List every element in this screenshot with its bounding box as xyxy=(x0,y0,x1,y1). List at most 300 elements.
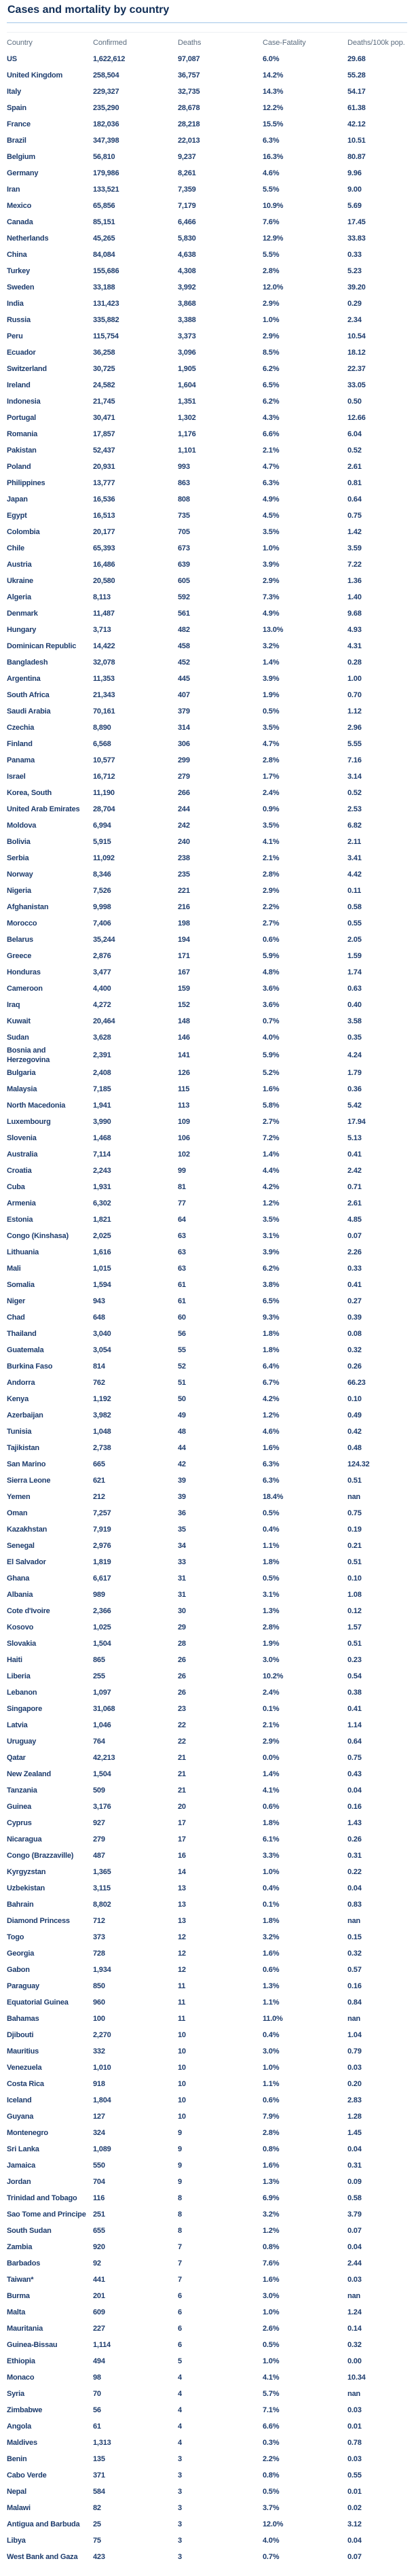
cell-deaths-per-100k: 1.12 xyxy=(347,707,362,716)
cell-country: Tajikistan xyxy=(7,1443,39,1452)
cell-deaths: 21 xyxy=(178,1753,186,1762)
cell-confirmed: 704 xyxy=(93,2177,105,2186)
cell-confirmed: 235,290 xyxy=(93,104,119,113)
table-row xyxy=(7,2484,407,2501)
cell-deaths: 50 xyxy=(178,1394,186,1403)
cell-country: Benin xyxy=(7,2454,27,2463)
cell-confirmed: 1,015 xyxy=(93,1264,111,1273)
cell-country: United Arab Emirates xyxy=(7,805,80,814)
cell-deaths: 3 xyxy=(178,2471,182,2480)
table-row xyxy=(7,215,407,231)
cell-case-fatality: 7.3% xyxy=(263,593,280,602)
cell-deaths: 17 xyxy=(178,1818,186,1827)
cell-country: Denmark xyxy=(7,610,38,618)
cell-confirmed: 2,408 xyxy=(93,1068,111,1077)
table-row xyxy=(7,1310,407,1326)
table-row xyxy=(7,2501,407,2517)
cell-confirmed: 6,302 xyxy=(93,1199,111,1207)
table-row xyxy=(7,1489,407,1506)
cell-deaths-per-100k: 0.02 xyxy=(347,2503,362,2512)
cell-case-fatality: 1.4% xyxy=(263,1769,280,1778)
cell-country: Venezuela xyxy=(7,2063,42,2072)
cell-case-fatality: 1.3% xyxy=(263,1606,280,1615)
table-row xyxy=(7,1082,407,1098)
cell-deaths: 458 xyxy=(178,642,190,651)
cell-case-fatality: 1.4% xyxy=(263,658,280,667)
cell-country: Canada xyxy=(7,218,33,227)
cell-country: Tanzania xyxy=(7,1786,37,1795)
cell-case-fatality: 0.1% xyxy=(263,1900,280,1909)
table-row xyxy=(7,541,407,557)
cell-country: Cabo Verde xyxy=(7,2471,47,2480)
cell-deaths: 159 xyxy=(178,985,190,993)
cell-country: Croatia xyxy=(7,1166,32,1175)
cell-deaths-per-100k: nan xyxy=(347,2014,360,2023)
cell-country: Mexico xyxy=(7,202,32,211)
cell-deaths: 115 xyxy=(178,1084,190,1093)
table-row xyxy=(7,1783,407,1799)
cell-case-fatality: 15.5% xyxy=(263,120,284,129)
table-row xyxy=(7,1995,407,2011)
cell-deaths-per-100k: 1.28 xyxy=(347,2112,362,2121)
cell-country: Pakistan xyxy=(7,446,37,455)
cell-confirmed: 6,617 xyxy=(93,1574,111,1583)
table-row xyxy=(7,280,407,296)
cell-deaths-per-100k: 54.17 xyxy=(347,88,366,96)
table-row xyxy=(7,2256,407,2272)
table-row xyxy=(7,1587,407,1604)
cell-country: Nepal xyxy=(7,2487,26,2496)
cell-deaths: 4,638 xyxy=(178,251,196,260)
cell-deaths: 77 xyxy=(178,1199,186,1207)
table-row xyxy=(7,410,407,427)
cell-deaths: 7,359 xyxy=(178,186,196,194)
cell-confirmed: 16,536 xyxy=(93,495,115,504)
cell-confirmed: 927 xyxy=(93,1818,105,1827)
cell-country: Cameroon xyxy=(7,985,43,993)
table-row xyxy=(7,1962,407,1979)
cell-deaths-per-100k: 2.53 xyxy=(347,805,362,814)
cell-confirmed: 441 xyxy=(93,2275,105,2284)
cell-deaths: 28,218 xyxy=(178,120,200,129)
cell-deaths-per-100k: 0.10 xyxy=(347,1394,362,1403)
cell-confirmed: 1,097 xyxy=(93,1688,111,1697)
cell-country: Syria xyxy=(7,2389,24,2398)
table-row xyxy=(7,704,407,720)
cell-country: Germany xyxy=(7,169,39,178)
cell-deaths-per-100k: 4.24 xyxy=(347,1051,362,1059)
table-row xyxy=(7,949,407,965)
cell-deaths: 81 xyxy=(178,1182,186,1191)
cell-deaths-per-100k: 0.39 xyxy=(347,1313,362,1322)
cell-deaths: 36 xyxy=(178,1508,186,1517)
cell-case-fatality: 3.5% xyxy=(263,822,280,830)
cell-deaths: 97,087 xyxy=(178,55,200,64)
cell-confirmed: 131,423 xyxy=(93,300,119,308)
cell-case-fatality: 0.9% xyxy=(263,805,280,814)
cell-country: Malaysia xyxy=(7,1084,37,1093)
cell-case-fatality: 8.5% xyxy=(263,349,280,357)
cell-case-fatality: 1.8% xyxy=(263,1345,280,1354)
cell-deaths-per-100k: 0.42 xyxy=(347,1427,362,1436)
cell-country: Lithuania xyxy=(7,1248,39,1256)
cell-deaths: 8,261 xyxy=(178,169,196,178)
cell-case-fatality: 3.9% xyxy=(263,1248,280,1256)
cell-case-fatality: 10.2% xyxy=(263,1672,284,1680)
cell-deaths-per-100k: 10.51 xyxy=(347,137,366,145)
cell-deaths-per-100k: 10.54 xyxy=(347,332,366,341)
cell-deaths-per-100k: 0.40 xyxy=(347,1001,362,1010)
cell-deaths: 4 xyxy=(178,2405,182,2414)
table-row xyxy=(7,1734,407,1750)
cell-country: Jordan xyxy=(7,2177,31,2186)
cell-case-fatality: 7.9% xyxy=(263,2112,280,2121)
column-header-country: Country xyxy=(7,39,33,47)
cell-confirmed: 36,258 xyxy=(93,349,115,357)
table-row xyxy=(7,166,407,182)
cell-deaths: 141 xyxy=(178,1051,190,1059)
table-row xyxy=(7,2305,407,2321)
cell-deaths: 6 xyxy=(178,2340,182,2349)
cell-case-fatality: 3.6% xyxy=(263,1001,280,1010)
cell-case-fatality: 7.1% xyxy=(263,2405,280,2414)
cell-country: Costa Rica xyxy=(7,2079,44,2088)
cell-deaths: 28 xyxy=(178,1639,186,1648)
cell-deaths-per-100k: 0.23 xyxy=(347,1655,362,1664)
cell-confirmed: 712 xyxy=(93,1916,105,1925)
cell-country: Slovenia xyxy=(7,1133,37,1142)
cell-deaths-per-100k: 0.16 xyxy=(347,1802,362,1811)
table-row xyxy=(7,1147,407,1163)
cell-country: Cuba xyxy=(7,1182,25,1191)
cell-country: Ukraine xyxy=(7,577,33,586)
table-row xyxy=(7,84,407,101)
cell-confirmed: 212 xyxy=(93,1492,105,1501)
cell-case-fatality: 2.9% xyxy=(263,1737,280,1746)
cell-deaths: 21 xyxy=(178,1769,186,1778)
cell-deaths-per-100k: 0.03 xyxy=(347,2454,362,2463)
cell-case-fatality: 3.0% xyxy=(263,2291,280,2300)
cell-deaths: 22,013 xyxy=(178,137,200,145)
cell-deaths: 49 xyxy=(178,1411,186,1419)
cell-confirmed: 32,078 xyxy=(93,658,115,667)
cell-deaths-per-100k: 1.08 xyxy=(347,1590,362,1599)
table-row xyxy=(7,117,407,133)
table-row xyxy=(7,1196,407,1212)
table-row xyxy=(7,1506,407,1522)
cell-deaths-per-100k: 33.05 xyxy=(347,381,366,390)
cell-confirmed: 98 xyxy=(93,2373,101,2382)
cell-case-fatality: 5.7% xyxy=(263,2389,280,2398)
cell-deaths: 13 xyxy=(178,1916,186,1925)
table-row xyxy=(7,1424,407,1441)
cell-deaths-per-100k: nan xyxy=(347,2291,360,2300)
cell-deaths-per-100k: 1.43 xyxy=(347,1818,362,1827)
cell-case-fatality: 4.7% xyxy=(263,740,280,749)
table-row xyxy=(7,786,407,802)
cell-country: Malta xyxy=(7,2308,26,2316)
cell-confirmed: 1,313 xyxy=(93,2438,111,2447)
cell-deaths: 3 xyxy=(178,2487,182,2496)
cell-deaths-per-100k: 124.32 xyxy=(347,1460,370,1468)
table-row xyxy=(7,671,407,688)
table-row xyxy=(7,769,407,786)
cell-country: Iceland xyxy=(7,2096,32,2104)
cell-deaths-per-100k: 66.23 xyxy=(347,1378,366,1387)
cell-case-fatality: 3.7% xyxy=(263,2503,280,2512)
cell-case-fatality: 0.0% xyxy=(263,1753,280,1762)
cell-deaths: 221 xyxy=(178,887,190,896)
cell-country: France xyxy=(7,120,31,129)
cell-confirmed: 127 xyxy=(93,2112,105,2121)
cell-country: Sweden xyxy=(7,283,35,292)
cell-case-fatality: 0.8% xyxy=(263,2242,280,2251)
cell-deaths: 28,678 xyxy=(178,104,200,113)
cell-deaths: 10 xyxy=(178,2063,186,2072)
cell-case-fatality: 0.4% xyxy=(263,2030,280,2039)
cell-case-fatality: 6.6% xyxy=(263,430,280,439)
cell-country: Chile xyxy=(7,544,24,553)
table-row xyxy=(7,557,407,574)
cell-deaths: 8 xyxy=(178,2193,182,2202)
cell-case-fatality: 6.2% xyxy=(263,365,280,374)
cell-case-fatality: 1.0% xyxy=(263,2357,280,2365)
cell-confirmed: 24,582 xyxy=(93,381,115,390)
cell-confirmed: 487 xyxy=(93,1851,105,1860)
cell-deaths: 673 xyxy=(178,544,190,553)
cell-country: Bahamas xyxy=(7,2014,39,2023)
cell-deaths: 171 xyxy=(178,952,190,961)
cell-deaths-per-100k: 0.03 xyxy=(347,2275,362,2284)
cell-deaths: 1,101 xyxy=(178,446,196,455)
cell-deaths: 8 xyxy=(178,2210,182,2219)
table-row xyxy=(7,1604,407,1620)
cell-case-fatality: 1.3% xyxy=(263,2177,280,2186)
table-row xyxy=(7,2452,407,2468)
table-row xyxy=(7,2011,407,2028)
cell-deaths: 3 xyxy=(178,2552,182,2561)
cell-confirmed: 324 xyxy=(93,2128,105,2137)
table-row xyxy=(7,2337,407,2354)
cell-deaths-per-100k: 6.04 xyxy=(347,430,362,439)
cell-case-fatality: 6.3% xyxy=(263,1460,280,1468)
cell-confirmed: 3,040 xyxy=(93,1329,111,1338)
cell-deaths: 29 xyxy=(178,1623,186,1631)
cell-deaths-per-100k: 2.05 xyxy=(347,936,362,945)
cell-confirmed: 1,048 xyxy=(93,1427,111,1436)
cell-deaths-per-100k: 17.94 xyxy=(347,1117,366,1126)
cell-country: Zimbabwe xyxy=(7,2405,43,2414)
cell-confirmed: 3,628 xyxy=(93,1034,111,1042)
cell-case-fatality: 7.6% xyxy=(263,218,280,227)
cell-country: Djibouti xyxy=(7,2030,34,2039)
cell-deaths: 113 xyxy=(178,1101,190,1110)
cell-confirmed: 989 xyxy=(93,1590,105,1599)
table-row xyxy=(7,1620,407,1636)
cell-country: Ecuador xyxy=(7,349,36,357)
cell-deaths: 592 xyxy=(178,593,190,602)
cell-confirmed: 1,504 xyxy=(93,1639,111,1648)
cell-deaths: 482 xyxy=(178,626,190,635)
table-row xyxy=(7,1229,407,1245)
cell-deaths-per-100k: 0.27 xyxy=(347,1296,362,1305)
cell-deaths-per-100k: 0.00 xyxy=(347,2357,362,2365)
cell-deaths: 60 xyxy=(178,1313,186,1322)
cell-country: Belgium xyxy=(7,153,35,162)
cell-country: Kazakhstan xyxy=(7,1525,48,1534)
cell-case-fatality: 0.5% xyxy=(263,707,280,716)
cell-deaths: 51 xyxy=(178,1378,186,1387)
cell-case-fatality: 2.1% xyxy=(263,1721,280,1729)
cell-case-fatality: 1.1% xyxy=(263,1998,280,2007)
cell-country: Korea, South xyxy=(7,789,52,798)
cell-case-fatality: 1.9% xyxy=(263,1639,280,1648)
table-row xyxy=(7,2321,407,2337)
table-row xyxy=(7,2403,407,2419)
cell-confirmed: 609 xyxy=(93,2308,105,2316)
cell-deaths-per-100k: 4.85 xyxy=(347,1215,362,1224)
cell-country: Congo (Brazzaville) xyxy=(7,1851,74,1860)
cell-deaths-per-100k: 4.93 xyxy=(347,626,362,635)
cell-country: Egypt xyxy=(7,512,27,521)
cell-confirmed: 423 xyxy=(93,2552,105,2561)
cell-deaths: 808 xyxy=(178,495,190,504)
cell-country: Chad xyxy=(7,1313,25,1322)
cell-country: Armenia xyxy=(7,1199,36,1207)
cell-deaths: 21 xyxy=(178,1786,186,1795)
cell-case-fatality: 3.5% xyxy=(263,528,280,537)
cell-deaths: 4 xyxy=(178,2373,182,2382)
cell-deaths-per-100k: 0.07 xyxy=(347,1231,362,1240)
cell-confirmed: 1,616 xyxy=(93,1248,111,1256)
cell-deaths: 33 xyxy=(178,1557,186,1566)
table-row xyxy=(7,1930,407,1946)
cell-deaths: 1,905 xyxy=(178,365,196,374)
cell-country: Georgia xyxy=(7,1949,35,1958)
cell-case-fatality: 4.1% xyxy=(263,2373,280,2382)
table-row xyxy=(7,313,407,329)
table-row xyxy=(7,1277,407,1294)
cell-confirmed: 33,188 xyxy=(93,283,115,292)
cell-confirmed: 3,176 xyxy=(93,1802,111,1811)
cell-country: Nicaragua xyxy=(7,1835,42,1843)
cell-deaths: 4 xyxy=(178,2422,182,2431)
table-row xyxy=(7,2533,407,2549)
cell-case-fatality: 1.0% xyxy=(263,2308,280,2316)
cell-case-fatality: 6.5% xyxy=(263,381,280,390)
cell-confirmed: 347,398 xyxy=(93,137,119,145)
cell-confirmed: 84,084 xyxy=(93,251,115,260)
cell-confirmed: 1,010 xyxy=(93,2063,111,2072)
cell-case-fatality: 2.1% xyxy=(263,854,280,863)
table-row xyxy=(7,2060,407,2077)
cell-country: Bahrain xyxy=(7,1900,34,1909)
cell-country: Somalia xyxy=(7,1280,35,1289)
cell-country: Czechia xyxy=(7,724,35,733)
cell-case-fatality: 6.3% xyxy=(263,479,280,488)
table-row xyxy=(7,378,407,394)
table-row xyxy=(7,1359,407,1375)
cell-country: Luxembourg xyxy=(7,1117,51,1126)
cell-country: Brazil xyxy=(7,137,26,145)
cell-deaths: 240 xyxy=(178,838,190,847)
cell-confirmed: 1,821 xyxy=(93,1215,111,1224)
cell-deaths-per-100k: 0.63 xyxy=(347,985,362,993)
cell-deaths: 3 xyxy=(178,2454,182,2463)
cell-country: Kuwait xyxy=(7,1017,31,1026)
cell-confirmed: 655 xyxy=(93,2226,105,2235)
cell-case-fatality: 3.3% xyxy=(263,1851,280,1860)
cell-confirmed: 7,406 xyxy=(93,919,111,928)
cell-case-fatality: 6.9% xyxy=(263,2193,280,2202)
cell-deaths-per-100k: nan xyxy=(347,1916,360,1925)
cell-deaths-per-100k: 1.24 xyxy=(347,2308,362,2316)
cell-country: US xyxy=(7,55,17,64)
cell-confirmed: 621 xyxy=(93,1476,105,1485)
cell-confirmed: 1,819 xyxy=(93,1557,111,1566)
cell-case-fatality: 4.0% xyxy=(263,1034,280,1042)
cell-deaths: 14 xyxy=(178,1867,186,1876)
cell-case-fatality: 1.8% xyxy=(263,1329,280,1338)
cell-deaths: 10 xyxy=(178,2047,186,2055)
table-row xyxy=(7,2240,407,2256)
cell-confirmed: 2,391 xyxy=(93,1051,111,1059)
cell-deaths-per-100k: 0.43 xyxy=(347,1769,362,1778)
cell-confirmed: 42,213 xyxy=(93,1753,115,1762)
cell-confirmed: 1,468 xyxy=(93,1133,111,1142)
cell-country: Zambia xyxy=(7,2242,33,2251)
cell-deaths-per-100k: 18.12 xyxy=(347,349,366,357)
cell-deaths: 279 xyxy=(178,773,190,781)
cell-country: Portugal xyxy=(7,414,37,423)
table-row xyxy=(7,2207,407,2223)
cell-country: Barbados xyxy=(7,2259,41,2268)
cell-deaths-per-100k: 9.00 xyxy=(347,186,362,194)
cell-deaths: 6 xyxy=(178,2291,182,2300)
cell-country: Serbia xyxy=(7,854,29,863)
cell-deaths: 9 xyxy=(178,2161,182,2170)
table-row xyxy=(7,2158,407,2174)
cell-country: Afghanistan xyxy=(7,903,49,912)
table-row xyxy=(7,2370,407,2386)
cell-case-fatality: 0.6% xyxy=(263,1802,280,1811)
cell-case-fatality: 4.3% xyxy=(263,414,280,423)
cell-deaths-per-100k: 2.83 xyxy=(347,2096,362,2104)
cell-case-fatality: 0.7% xyxy=(263,2552,280,2561)
cell-deaths-per-100k: 0.15 xyxy=(347,1933,362,1941)
cell-country: Niger xyxy=(7,1296,26,1305)
table-row xyxy=(7,149,407,166)
cell-case-fatality: 1.6% xyxy=(263,2275,280,2284)
table-row xyxy=(7,1046,407,1065)
cell-case-fatality: 7.2% xyxy=(263,1133,280,1142)
table-row xyxy=(7,182,407,198)
cell-deaths-per-100k: 0.54 xyxy=(347,1672,362,1680)
cell-deaths-per-100k: 1.42 xyxy=(347,528,362,537)
table-row xyxy=(7,1685,407,1701)
table-row xyxy=(7,1669,407,1685)
cell-deaths: 452 xyxy=(178,658,190,667)
cell-country: New Zealand xyxy=(7,1769,52,1778)
cell-case-fatality: 1.6% xyxy=(263,1443,280,1452)
cell-country: Singapore xyxy=(7,1704,42,1713)
cell-case-fatality: 11.0% xyxy=(263,2014,283,2023)
cell-confirmed: 8,113 xyxy=(93,593,111,602)
cell-deaths-per-100k: 3.58 xyxy=(347,1017,362,1026)
cell-deaths-per-100k: 0.10 xyxy=(347,1574,362,1583)
cell-case-fatality: 3.6% xyxy=(263,985,280,993)
cell-confirmed: 45,265 xyxy=(93,234,115,243)
